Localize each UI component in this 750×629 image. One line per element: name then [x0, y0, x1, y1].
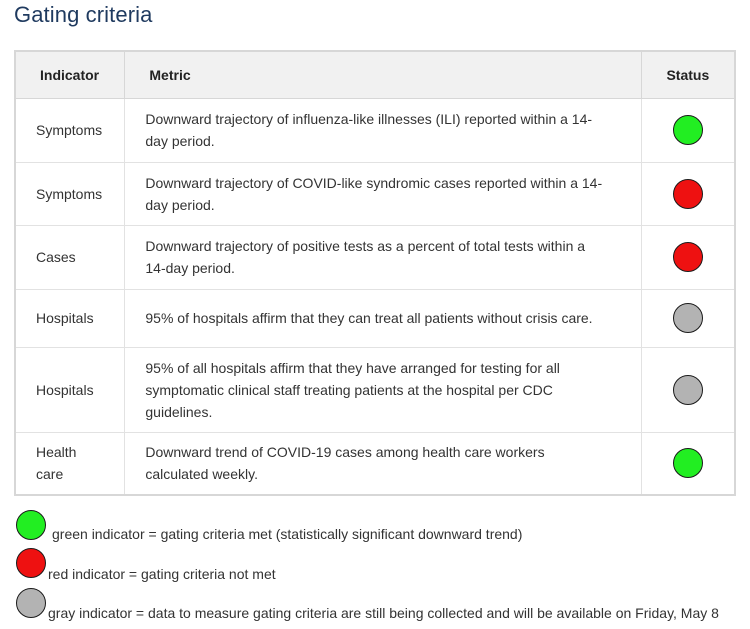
metric-line: 95% of hospitals affirm that they can treat all patients without crisis care.: [145, 310, 593, 326]
table-row: [15, 347, 735, 432]
legend-red-text: red indicator = gating criteria not met: [48, 566, 276, 582]
red-status-icon: [673, 242, 703, 272]
status-cell: [641, 289, 735, 347]
metric-line: 14-day period.: [145, 260, 235, 276]
table-row: [15, 289, 735, 347]
table-row: [15, 162, 735, 225]
gray-legend-icon: [16, 588, 46, 618]
legend-gray: [16, 588, 746, 620]
status-cell: [641, 432, 735, 495]
legend-green: [16, 510, 616, 542]
indicator-cell: Symptoms: [15, 162, 125, 225]
legend-green-text: green indicator = gating criteria met (statistically significant downward trend): [52, 526, 523, 542]
red-status-icon: [673, 179, 703, 209]
indicator-line: Health: [36, 444, 77, 461]
indicator-cell: Hospitals: [15, 289, 125, 347]
metric-cell: [125, 162, 641, 225]
header-metric: Metric: [125, 51, 641, 98]
metric-line: symptomatic clinical staff treating patients at the hospital per CDC: [145, 381, 553, 398]
metric-cell: [125, 98, 641, 162]
status-cell: [641, 98, 735, 162]
page-title: Gating criteria: [14, 2, 153, 27]
red-legend-icon: [16, 548, 46, 578]
header-status: Status: [641, 51, 735, 98]
green-legend-icon: [16, 510, 46, 540]
metric-line: 95% of all hospitals affirm that they have arranged for testing for all: [145, 359, 560, 376]
metric-cell: [125, 225, 641, 289]
metric-line: calculated weekly.: [145, 466, 258, 483]
status-cell: [641, 225, 735, 289]
gray-status-icon: [673, 375, 703, 405]
gray-status-icon: [673, 303, 703, 333]
metric-cell: [125, 347, 641, 432]
status-cell: [641, 162, 735, 225]
legend-red: [16, 548, 416, 580]
status-cell: [641, 347, 735, 432]
indicator-line: care: [36, 466, 64, 483]
table-row: [15, 225, 735, 289]
metric-cell: [125, 289, 641, 347]
metric-cell: [125, 432, 641, 495]
metric-line: day period.: [145, 196, 215, 213]
metric-line: guidelines.: [145, 403, 213, 420]
metric-line: Downward trend of COVID-19 cases among health care workers: [145, 444, 545, 461]
metric-line: day period.: [145, 133, 215, 149]
indicator-cell: Symptoms: [15, 98, 125, 162]
header-indicator: Indicator: [15, 51, 125, 98]
green-status-icon: [673, 448, 703, 478]
metric-line: Downward trajectory of COVID-like syndromic cases reported within a 14-: [145, 174, 603, 191]
green-status-icon: [673, 115, 703, 145]
indicator-cell: Cases: [15, 225, 125, 289]
table-row: [15, 98, 735, 162]
metric-line: Downward trajectory of influenza-like illnesses (ILI) reported within a 14-: [145, 111, 593, 127]
table-header-row: [15, 51, 735, 98]
metric-line: Downward trajectory of positive tests as a percent of total tests within a: [145, 238, 586, 254]
gating-criteria-table: [14, 50, 736, 496]
table-row: [15, 432, 735, 495]
indicator-cell: Hospitals: [15, 347, 125, 432]
indicator-cell: [15, 432, 125, 495]
legend-gray-text: gray indicator = data to measure gating criteria are still being collected and will be available on Friday, May 8: [48, 605, 719, 621]
